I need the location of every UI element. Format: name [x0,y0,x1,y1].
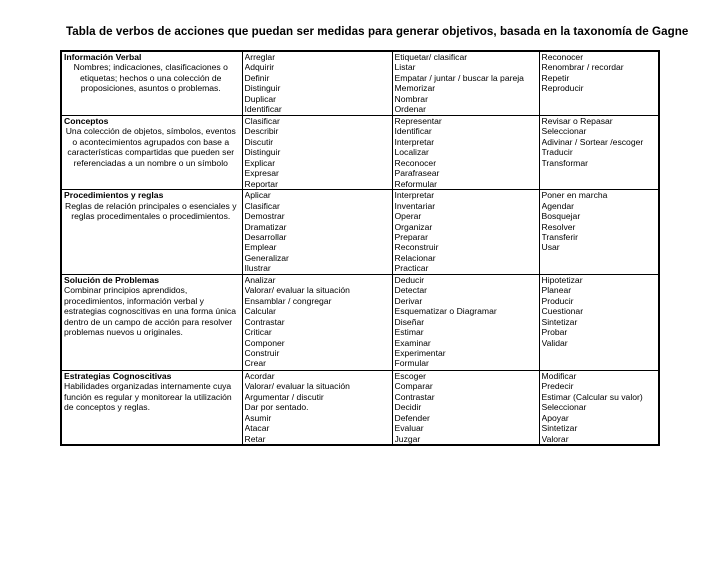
verb-item: Reportar [244,178,278,189]
verb-item: Predecir [541,381,574,392]
verbs-cell [242,116,392,190]
verb-item: Ordenar [394,104,427,115]
category-title: Conceptos [64,116,109,126]
verb-item: Identificar [394,126,432,137]
verb-item: Contrastar [244,316,285,327]
verb-item: Comparar [394,381,433,392]
verb-item: Atacar [244,423,270,434]
verb-item: Sintetizar [541,423,578,434]
verb-item: Resolver [541,221,576,232]
verb-item: Clasificar [244,116,280,126]
verb-item: Agendar [541,200,574,211]
category-title: Procedimientos y reglas [64,190,164,201]
verbs-cell [242,190,392,275]
verb-item: Representar [394,116,442,126]
verb-item: Transferir [541,231,578,242]
verb-item: Memorizar [394,83,436,94]
verb-item: Escoger [394,370,427,381]
verb-item: Etiquetar/ clasificar [394,52,468,62]
verb-item: Hipotetizar [541,274,583,285]
category-description: Habilidades organizadas internamente cuya función es regular y monitorear la utilización de conceptos y reglas. [64,381,232,413]
verb-item: Transformar [541,157,588,168]
verbs-cell [539,274,659,370]
verb-item: Preparar [394,231,428,242]
table-row-procedimientos [61,190,659,275]
verb-item: Operar [394,211,422,222]
verb-item: Analizar [244,274,276,285]
verb-item: Planear [541,285,572,296]
verb-item: Ensamblar / congregar [244,295,332,306]
verb-item: Deducir [394,274,425,285]
verb-item: Emplear [244,242,277,253]
verb-item: Argumentar / discutir [244,391,324,402]
verb-item: Acordar [244,370,275,381]
verb-item: Bosquejar [541,211,581,222]
category-cell [61,51,242,116]
verb-item: Expresar [244,168,279,179]
verb-item: Explicar [244,157,276,168]
verb-item: Criticar [244,327,272,338]
verb-item: Aplicar [244,190,271,201]
verb-item: Decidir [394,402,422,413]
verb-item: Valorar [541,433,569,444]
verb-item: Parafrasear [394,168,440,179]
verb-item: Valorar/ evaluar la situación [244,285,350,296]
verb-item: Poner en marcha [541,190,608,201]
verbs-cell [392,51,539,116]
category-title: Solución de Problemas [64,274,160,285]
verb-item: Renombrar / recordar [541,62,624,73]
verb-item: Construir [244,347,280,358]
verb-item: Componer [244,337,285,348]
verb-item: Estimar (Calcular su valor) [541,391,643,402]
verb-item: Interpretar [394,136,435,147]
verb-item: Seleccionar [541,402,587,413]
verb-item: Inventariar [394,200,436,211]
verb-item: Describir [244,126,279,137]
verb-item: Apoyar [541,412,569,423]
verb-item: Esquematizar o Diagramar [394,306,497,317]
verb-item: Desarrollar [244,231,287,242]
verb-item: Duplicar [244,93,277,104]
verb-item: Distinguir [244,83,281,94]
verb-item: Generalizar [244,252,289,263]
category-cell [61,116,242,190]
verb-item: Estimar [394,327,424,338]
verb-item: Localizar [394,147,429,158]
verb-item: Dramatizar [244,221,287,232]
verb-item: Valorar/ evaluar la situación [244,381,350,392]
verb-item: Ilustrar [244,263,271,274]
verb-item: Detectar [394,285,427,296]
verb-item: Derivar [394,295,423,306]
verb-item: Distinguir [244,147,281,158]
category-title: Estrategias Cognoscitivas [64,370,172,381]
category-cell [61,370,242,445]
verb-item: Demostrar [244,211,285,222]
verb-item: Adquirir [244,62,275,73]
verb-item: Interpretar [394,190,435,201]
verb-item: Repetir [541,72,570,83]
verb-item: Diseñar [394,316,425,327]
verb-item: Adivinar / Sortear /escoger [541,136,644,147]
verb-item: Organizar [394,221,433,232]
verb-item: Defender [394,412,430,423]
verbs-cell [539,51,659,116]
verbs-cell [242,370,392,445]
table-row-solucion-problemas [61,274,659,370]
verb-item: Crear [244,358,266,369]
verb-item: Practicar [394,263,429,274]
verb-item: Traducir [541,147,573,158]
verb-item: Definir [244,72,270,83]
verb-item: Revisar o Repasar [541,116,613,126]
verbs-cell [242,51,392,116]
table-row-conceptos [61,116,659,190]
verb-item: Experimentar [394,347,446,358]
verb-item: Dar por sentado. [244,402,309,413]
verbs-cell [392,274,539,370]
verb-item: Calcular [244,306,277,317]
category-cell [61,274,242,370]
verb-item: Producir [541,295,574,306]
verb-item: Discutir [244,136,274,147]
verbs-cell [242,274,392,370]
category-description: Reglas de relación principales o esenciales y reglas procedimentales o procedimientos. [65,200,237,222]
verb-item: Reconstruir [394,242,439,253]
verb-item: Formular [394,358,429,369]
verb-item: Retar [244,433,266,444]
verb-item: Examinar [394,337,431,348]
verbs-cell [539,116,659,190]
verb-item: Probar [541,327,568,338]
table-row-informacion-verbal [61,51,659,116]
verb-item: Reproducir [541,83,584,94]
verb-item: Clasificar [244,200,280,211]
verbs-table [60,50,660,446]
verbs-cell [539,370,659,445]
verbs-cell [392,116,539,190]
verb-item: Usar [541,242,560,253]
verb-item: Nombrar [394,93,428,104]
category-cell [61,190,242,275]
verb-item: Identificar [244,104,282,115]
document-title: Tabla de verbos de acciones que puedan ser medidas para generar objetivos, basada en la taxonomía de Gagne [66,25,689,38]
category-description: Una colección de objetos, símbolos, eventos o acontecimientos agrupados con base a características compartidas que pueden ser referenciadas a un nombre o un símbolo [65,126,236,168]
verb-item: Reconocer [394,157,437,168]
verb-item: Juzgar [394,433,421,444]
verb-item: Reformular [394,178,438,189]
verb-item: Modificar [541,370,577,381]
table-row-estrategias-cognoscitivas [61,370,659,445]
verb-item: Validar [541,337,568,348]
verb-item: Sintetizar [541,316,578,327]
verb-item: Relacionar [394,252,436,263]
verb-item: Listar [394,62,416,73]
verb-item: Contrastar [394,391,435,402]
verb-item: Arreglar [244,52,276,62]
verb-item: Evaluar [394,423,424,434]
category-title: Información Verbal [64,52,142,62]
verb-item: Reconocer [541,52,584,62]
category-description: Combinar principios aprendidos, procedimientos, información verbal y estrategias cognoscitivas en una forma única dentro de un campo de acción para resolver problemas nuevos u originales. [64,285,236,338]
category-description: Nombres; indicaciones, clasificaciones o etiquetas; hechos o una colección de proposiciones, asuntos o problemas. [73,62,228,94]
verb-item: Cuestionar [541,306,584,317]
verb-item: Seleccionar [541,126,587,137]
verbs-cell [392,370,539,445]
verbs-cell [392,190,539,275]
verb-item: Empatar / juntar / buscar la pareja [394,72,524,83]
verb-item: Asumir [244,412,272,423]
verbs-cell [539,190,659,275]
